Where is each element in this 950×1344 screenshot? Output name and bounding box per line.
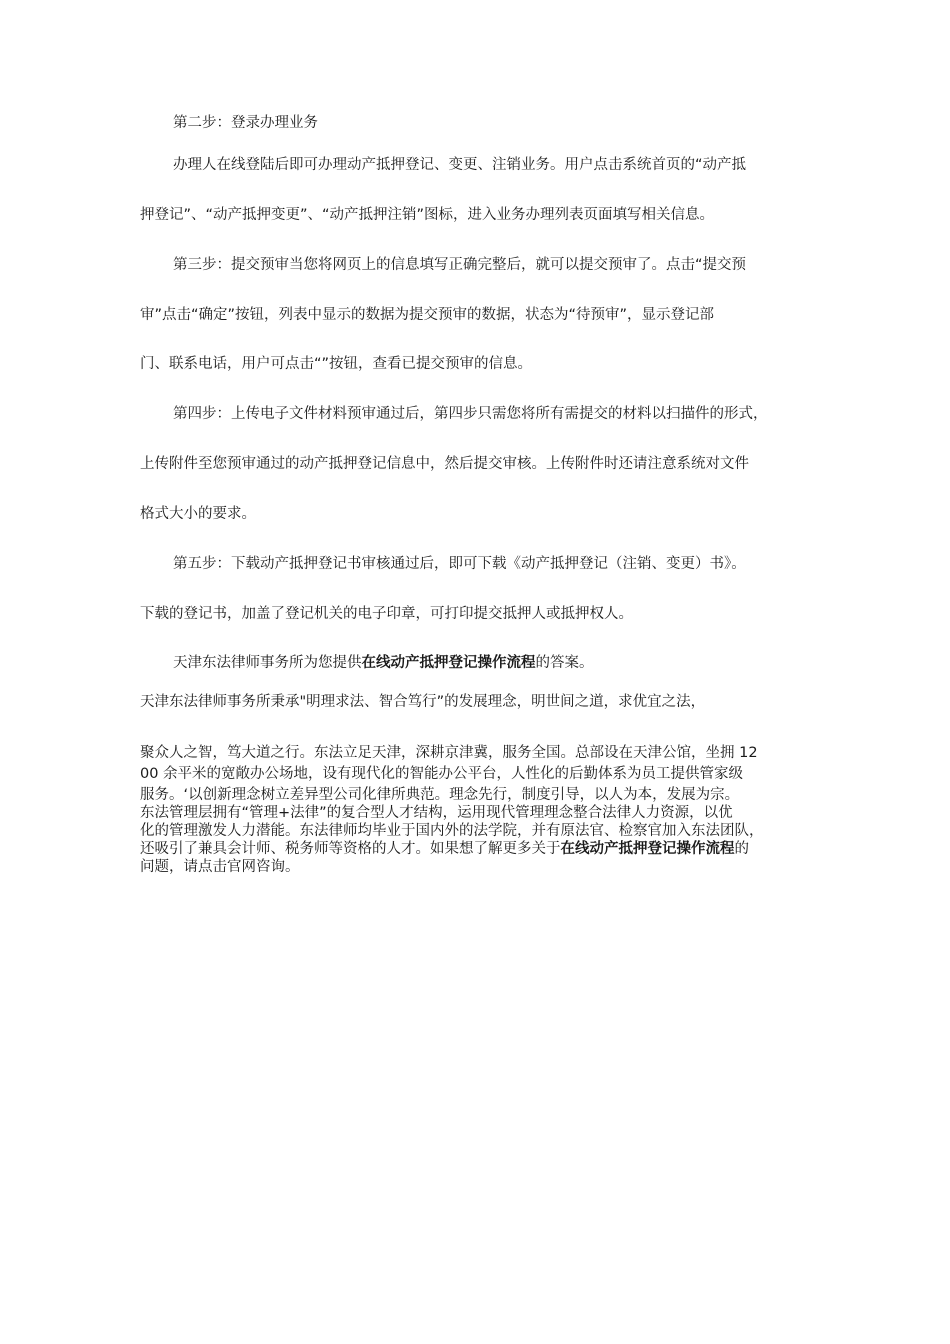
step4-line-3: 格式大小的要求。: [140, 506, 256, 522]
step3-line-1: 第三步：提交预审当您将网页上的信息填写正确完整后，就可以提交预审了。点击“提交预: [173, 257, 747, 273]
intro-line-3: 00 余平米的宽敞办公场地，设有现代化的智能办公平台，人性化的后勤体系为员工提供管家级: [140, 766, 744, 782]
intro-line-6: 化的管理激发人力潜能。东法律师均毕业于国内外的法学院，并有原法官、检察官加入东法团队，: [140, 823, 764, 839]
step3-line-3: 门、联系电话，用户可点击“”按钮，查看已提交预审的信息。: [140, 356, 533, 372]
step2-line-1: 办理人在线登陆后即可办理动产抵押登记、变更、注销业务。用户点击系统首页的“动产抵: [173, 157, 747, 173]
step5-line-1: 第五步：下载动产抵押登记书审核通过后，即可下载《动产抵押登记（注销、变更）书》。: [173, 556, 746, 572]
answer-keyword: 在线动产抵押登记操作流程: [361, 655, 536, 671]
intro-line-7: [140, 840, 830, 858]
step2-line-2: 押登记”、“动产抵押变更”、“动产抵押注销”图标，进入业务办理列表页面填写相关信息。: [140, 207, 715, 223]
intro-line-8: 问题，请点击官网咨询。: [140, 859, 300, 875]
intro-line-4: 服务。‘以创新理念树立差异型公司化律所典范。理念先行，制度引导，以人为本，发展为宗。: [140, 787, 740, 803]
step4-line-2: 上传附件至您预审通过的动产抵押登记信息中，然后提交审核。上传附件时还请注意系统对文件: [140, 456, 749, 472]
intro-line-7-prefix: 还吸引了兼具会计师、税务师等资格的人才。如果想了解更多关于: [140, 841, 561, 857]
answer-line: [173, 653, 833, 673]
intro-line-1: 天津东法律师事务所秉承"明理求法、智合笃行”的发展理念，明世间之道，求优宜之法，: [140, 694, 706, 710]
intro-line-5: 东法管理层拥有“管理+法律”的复合型人才结构，运用现代管理理念整合法律人力资源，以优: [140, 805, 733, 821]
intro-line-7-keyword: 在线动产抵押登记操作流程: [560, 841, 735, 857]
intro-line-2: 聚众人之智，笃大道之行。东法立足天津，深耕京津冀，服务全国。总部设在天津公馆，坐拥 12: [140, 745, 758, 761]
answer-prefix: 天津东法律师事务所为您提供: [173, 655, 362, 671]
step5-line-2: 下载的登记书，加盖了登记机关的电子印章，可打印提交抵押人或抵押权人。: [140, 606, 633, 622]
answer-suffix: 的答案。: [535, 655, 594, 671]
step4-line-1: 第四步：上传电子文件材料预审通过后，第四步只需您将所有需提交的材料以扫描件的形式，: [173, 406, 768, 422]
intro-line-7-suffix: 的: [734, 841, 749, 857]
step3-line-2: 审”点击“确定”按钮，列表中显示的数据为提交预审的数据，状态为“待预审”，显示登记部: [140, 307, 715, 323]
step2-heading: 第二步：登录办理业务: [173, 115, 318, 131]
